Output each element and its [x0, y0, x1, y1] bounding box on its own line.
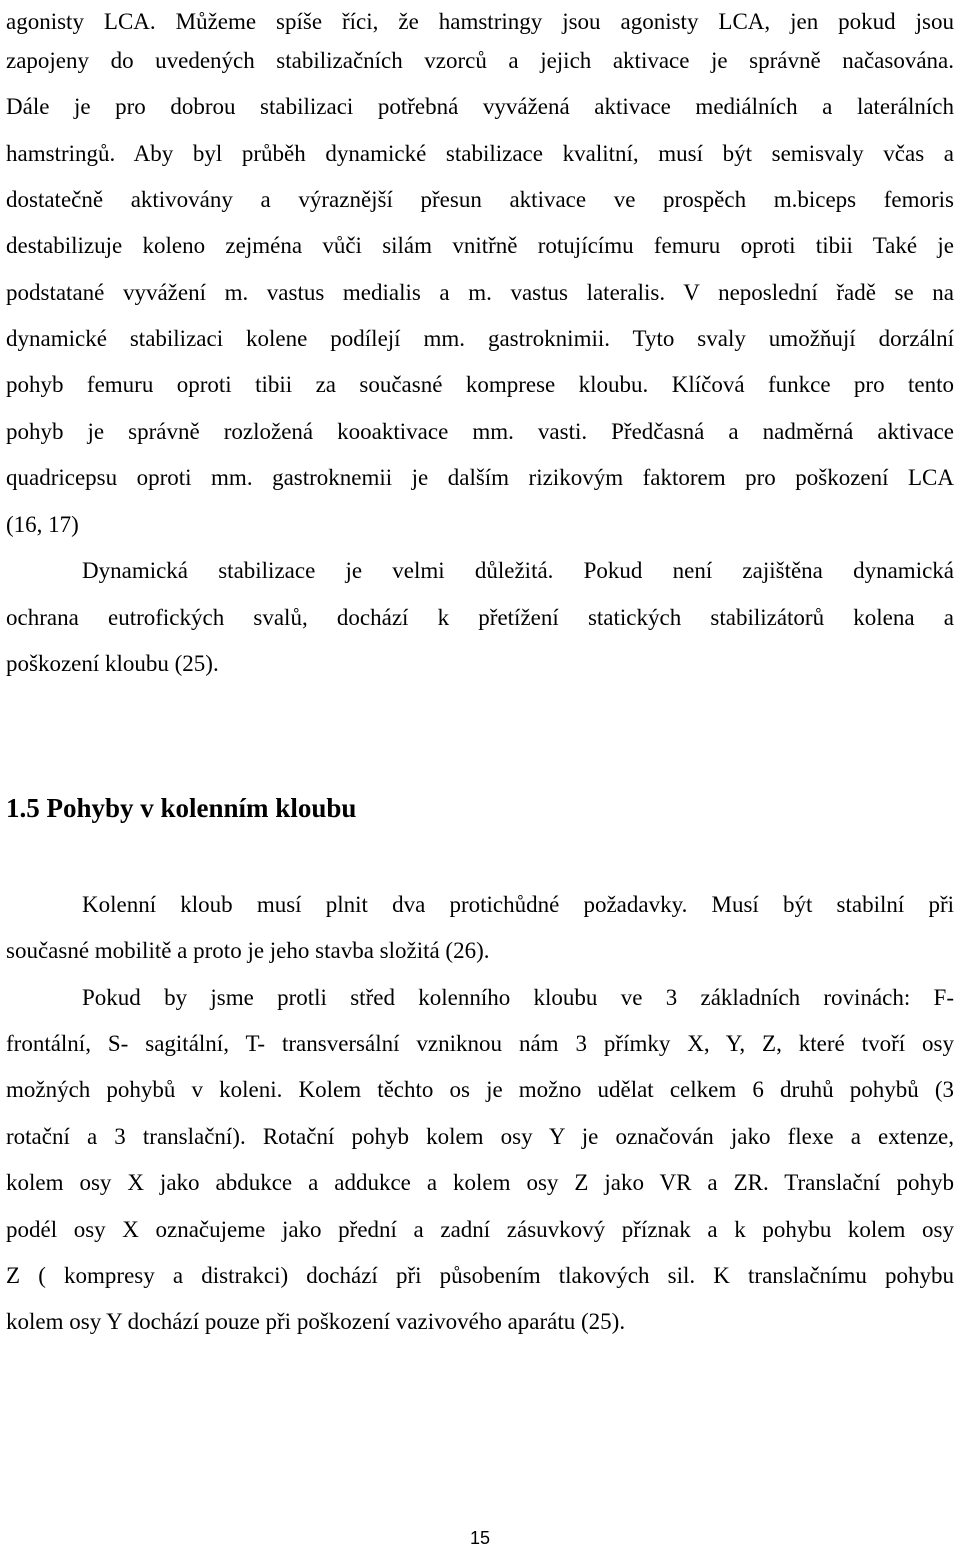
paragraph-1-line: (16, 17): [6, 512, 79, 537]
paragraph-4-line: Z ( kompresy a distrakci) dochází při působením tlakových sil. K translačnímu pohybu: [6, 1263, 954, 1288]
paragraph-4-line: kolem osy Y dochází pouze při poškození vazivového aparátu (25).: [6, 1309, 626, 1334]
document-page: [6, 0, 954, 1550]
paragraph-1-line: dostatečně aktivovány a výraznější přesun aktivace ve prospěch m.biceps femoris: [6, 187, 954, 212]
paragraph-1-line: agonisty LCA. Můžeme spíše říci, že hamstringy jsou agonisty LCA, jen pokud jsou: [6, 9, 954, 34]
paragraph-3-line: Kolenní kloub musí plnit dva protichůdné požadavky. Musí být stabilní při: [82, 892, 954, 917]
paragraph-4-line: Pokud by jsme protli střed kolenního kloubu ve 3 základních rovinách: F-: [82, 985, 954, 1010]
paragraph-1-line: Dále je pro dobrou stabilizaci potřebná vyvážená aktivace mediálních a laterálních: [6, 94, 954, 119]
paragraph-2-line: ochrana eutrofických svalů, dochází k přetížení statických stabilizátorů kolena a: [6, 605, 954, 630]
page-number: 15: [469, 1528, 491, 1548]
paragraph-1-line: destabilizuje koleno zejména vůči silám vnitřně rotujícímu femuru oproti tibii Také je: [6, 233, 954, 258]
paragraph-4-line: podél osy X označujeme jako přední a zadní zásuvkový příznak a k pohybu kolem osy: [6, 1217, 954, 1242]
paragraph-1-line: quadricepsu oproti mm. gastroknemii je dalším rizikovým faktorem pro poškození LCA: [6, 465, 954, 490]
paragraph-1-line: pohyb je správně rozložená kooaktivace mm. vasti. Předčasná a nadměrná aktivace: [6, 419, 954, 444]
paragraph-4-line: frontální, S- sagitální, T- transversální vzniknou nám 3 přímky X, Y, Z, které tvoří osy: [6, 1031, 954, 1056]
paragraph-1-line: hamstringů. Aby byl průběh dynamické stabilizace kvalitní, musí být semisvaly včas a: [6, 141, 954, 166]
paragraph-2-line: Dynamická stabilizace je velmi důležitá. Pokud není zajištěna dynamická: [82, 558, 954, 583]
paragraph-1-line: pohyb femuru oproti tibii za současné komprese kloubu. Klíčová funkce pro tento: [6, 372, 954, 397]
paragraph-4-line: rotační a 3 translační). Rotační pohyb kolem osy Y je označován jako flexe a extenze,: [6, 1124, 954, 1149]
paragraph-4-line: kolem osy X jako abdukce a addukce a kolem osy Z jako VR a ZR. Translační pohyb: [6, 1170, 954, 1195]
paragraph-1-line: dynamické stabilizaci kolene podílejí mm. gastroknimii. Tyto svaly umožňují dorzální: [6, 326, 954, 351]
paragraph-3-line: současné mobilitě a proto je jeho stavba složitá (26).: [6, 938, 490, 963]
paragraph-4-line: možných pohybů v koleni. Kolem těchto os je možno udělat celkem 6 druhů pohybů (3: [6, 1077, 954, 1102]
paragraph-1-line: podstatané vyvážení m. vastus medialis a m. vastus lateralis. V neposlední řadě se na: [6, 280, 954, 305]
paragraph-2-line: poškození kloubu (25).: [6, 651, 219, 676]
section-heading: 1.5 Pohyby v kolenním kloubu: [6, 793, 357, 823]
paragraph-1-line: zapojeny do uvedených stabilizačních vzorců a jejich aktivace je správně načasována.: [6, 48, 954, 73]
